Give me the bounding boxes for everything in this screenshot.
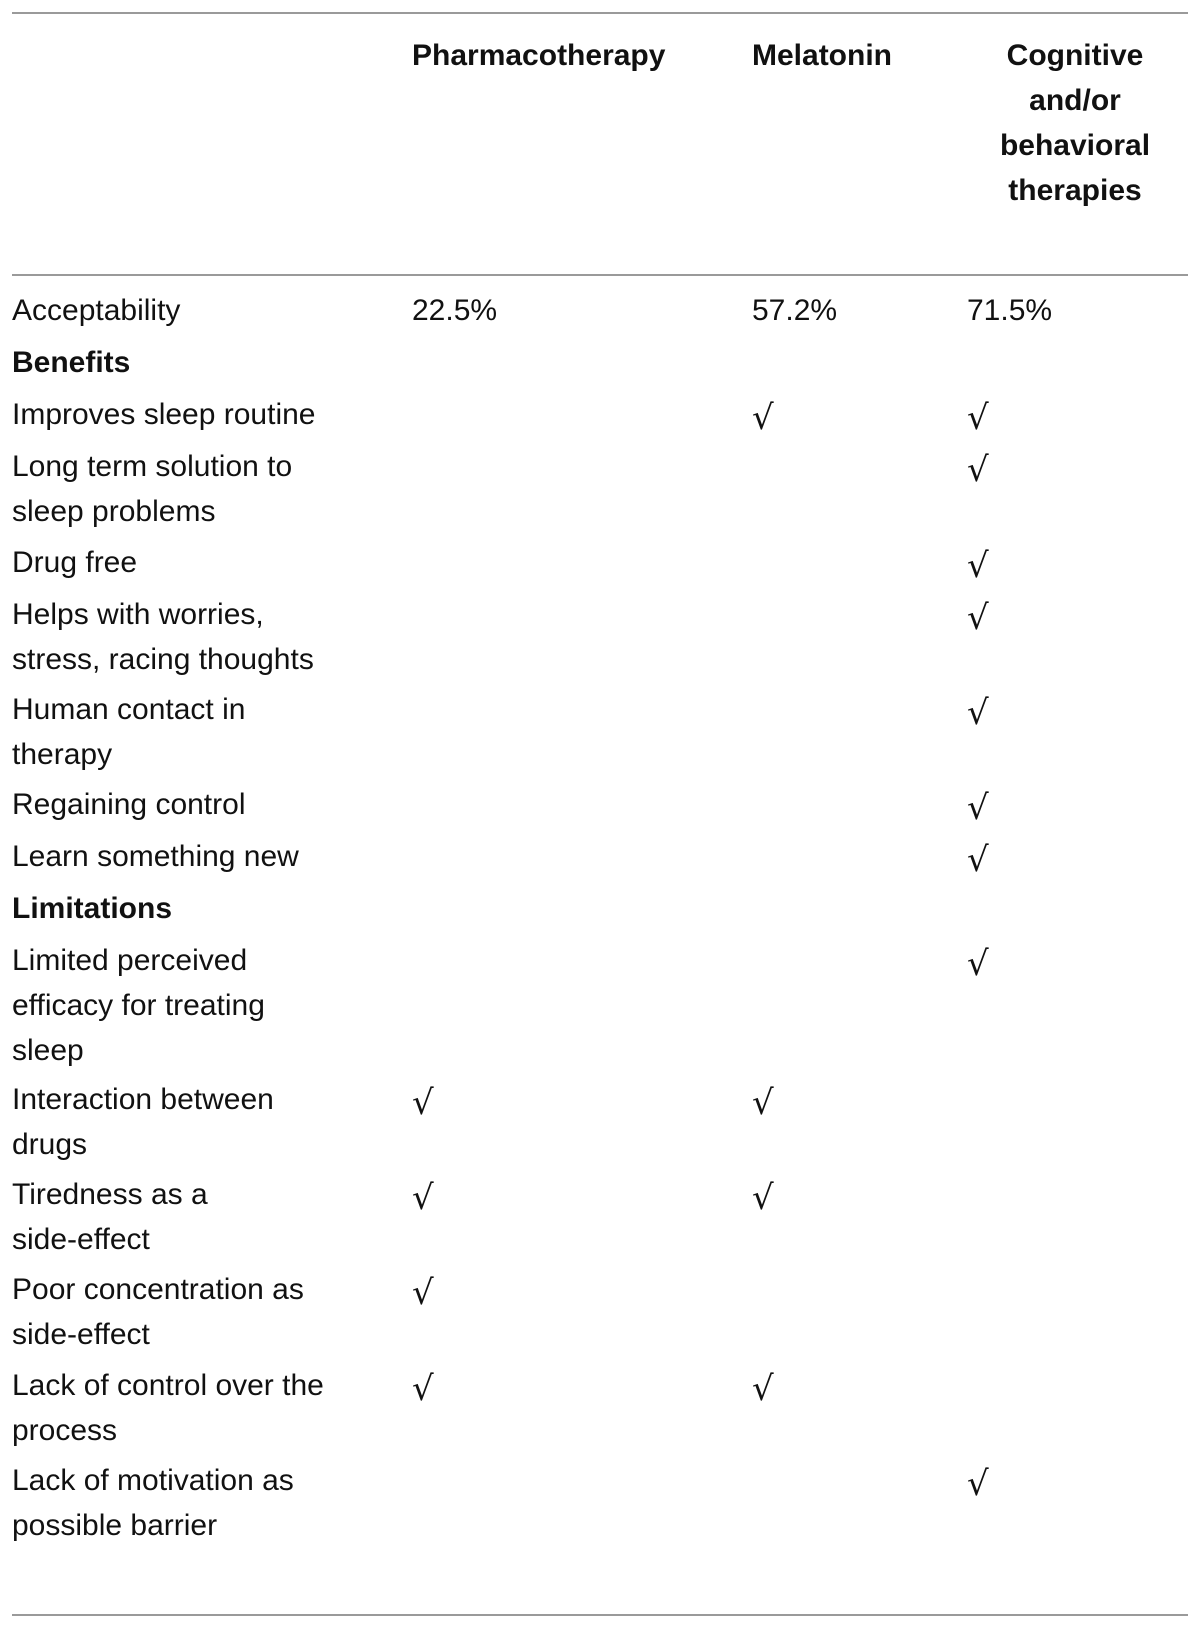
row-label: Learn something new bbox=[12, 840, 299, 873]
table-bottom-rule bbox=[12, 1614, 1188, 1616]
row-label: Improves sleep routine bbox=[12, 398, 316, 431]
check-mark-icon: √ bbox=[967, 598, 989, 638]
section-heading: Limitations bbox=[12, 892, 173, 925]
check-mark-icon: √ bbox=[412, 1083, 434, 1123]
table-top-rule bbox=[12, 12, 1188, 14]
row-label: Interaction between drugs bbox=[12, 1083, 274, 1161]
row-label: Regaining control bbox=[12, 788, 246, 821]
table-header-rule bbox=[12, 274, 1188, 276]
row-label: Poor concentration as side-effect bbox=[12, 1273, 304, 1351]
check-mark-icon: √ bbox=[967, 788, 989, 828]
row-label: Lack of control over the process bbox=[12, 1369, 324, 1447]
check-mark-icon: √ bbox=[967, 944, 989, 984]
row-label: Long term solution to sleep problems bbox=[12, 450, 293, 528]
acceptability-melatonin: 57.2% bbox=[752, 294, 838, 327]
acceptability-pharmacotherapy: 22.5% bbox=[412, 294, 498, 327]
row-label: Helps with worries, stress, racing thoughts bbox=[12, 598, 314, 676]
row-label: Human contact in therapy bbox=[12, 693, 246, 771]
column-header-melatonin: Melatonin bbox=[752, 39, 892, 72]
column-header-cbt: Cognitive and/or behavioral therapies bbox=[999, 39, 1151, 207]
check-mark-icon: √ bbox=[967, 840, 989, 880]
check-mark-icon: √ bbox=[752, 1369, 774, 1409]
check-mark-icon: √ bbox=[967, 546, 989, 586]
check-mark-icon: √ bbox=[412, 1178, 434, 1218]
section-heading: Benefits bbox=[12, 346, 131, 379]
row-label: Lack of motivation as possible barrier bbox=[12, 1464, 294, 1542]
check-mark-icon: √ bbox=[752, 1083, 774, 1123]
row-label: Limited perceived efficacy for treating sleep bbox=[12, 944, 265, 1067]
check-mark-icon: √ bbox=[752, 1178, 774, 1218]
row-label: Drug free bbox=[12, 546, 138, 579]
check-mark-icon: √ bbox=[967, 1464, 989, 1504]
check-mark-icon: √ bbox=[412, 1273, 434, 1313]
row-label: Tiredness as a side-effect bbox=[12, 1178, 208, 1256]
check-mark-icon: √ bbox=[412, 1369, 434, 1409]
check-mark-icon: √ bbox=[967, 450, 989, 490]
column-header-pharmacotherapy: Pharmacotherapy bbox=[412, 39, 666, 72]
check-mark-icon: √ bbox=[967, 693, 989, 733]
check-mark-icon: √ bbox=[967, 398, 989, 438]
check-mark-icon: √ bbox=[752, 398, 774, 438]
acceptability-cbt: 71.5% bbox=[967, 294, 1053, 327]
row-label: Acceptability bbox=[12, 294, 181, 327]
